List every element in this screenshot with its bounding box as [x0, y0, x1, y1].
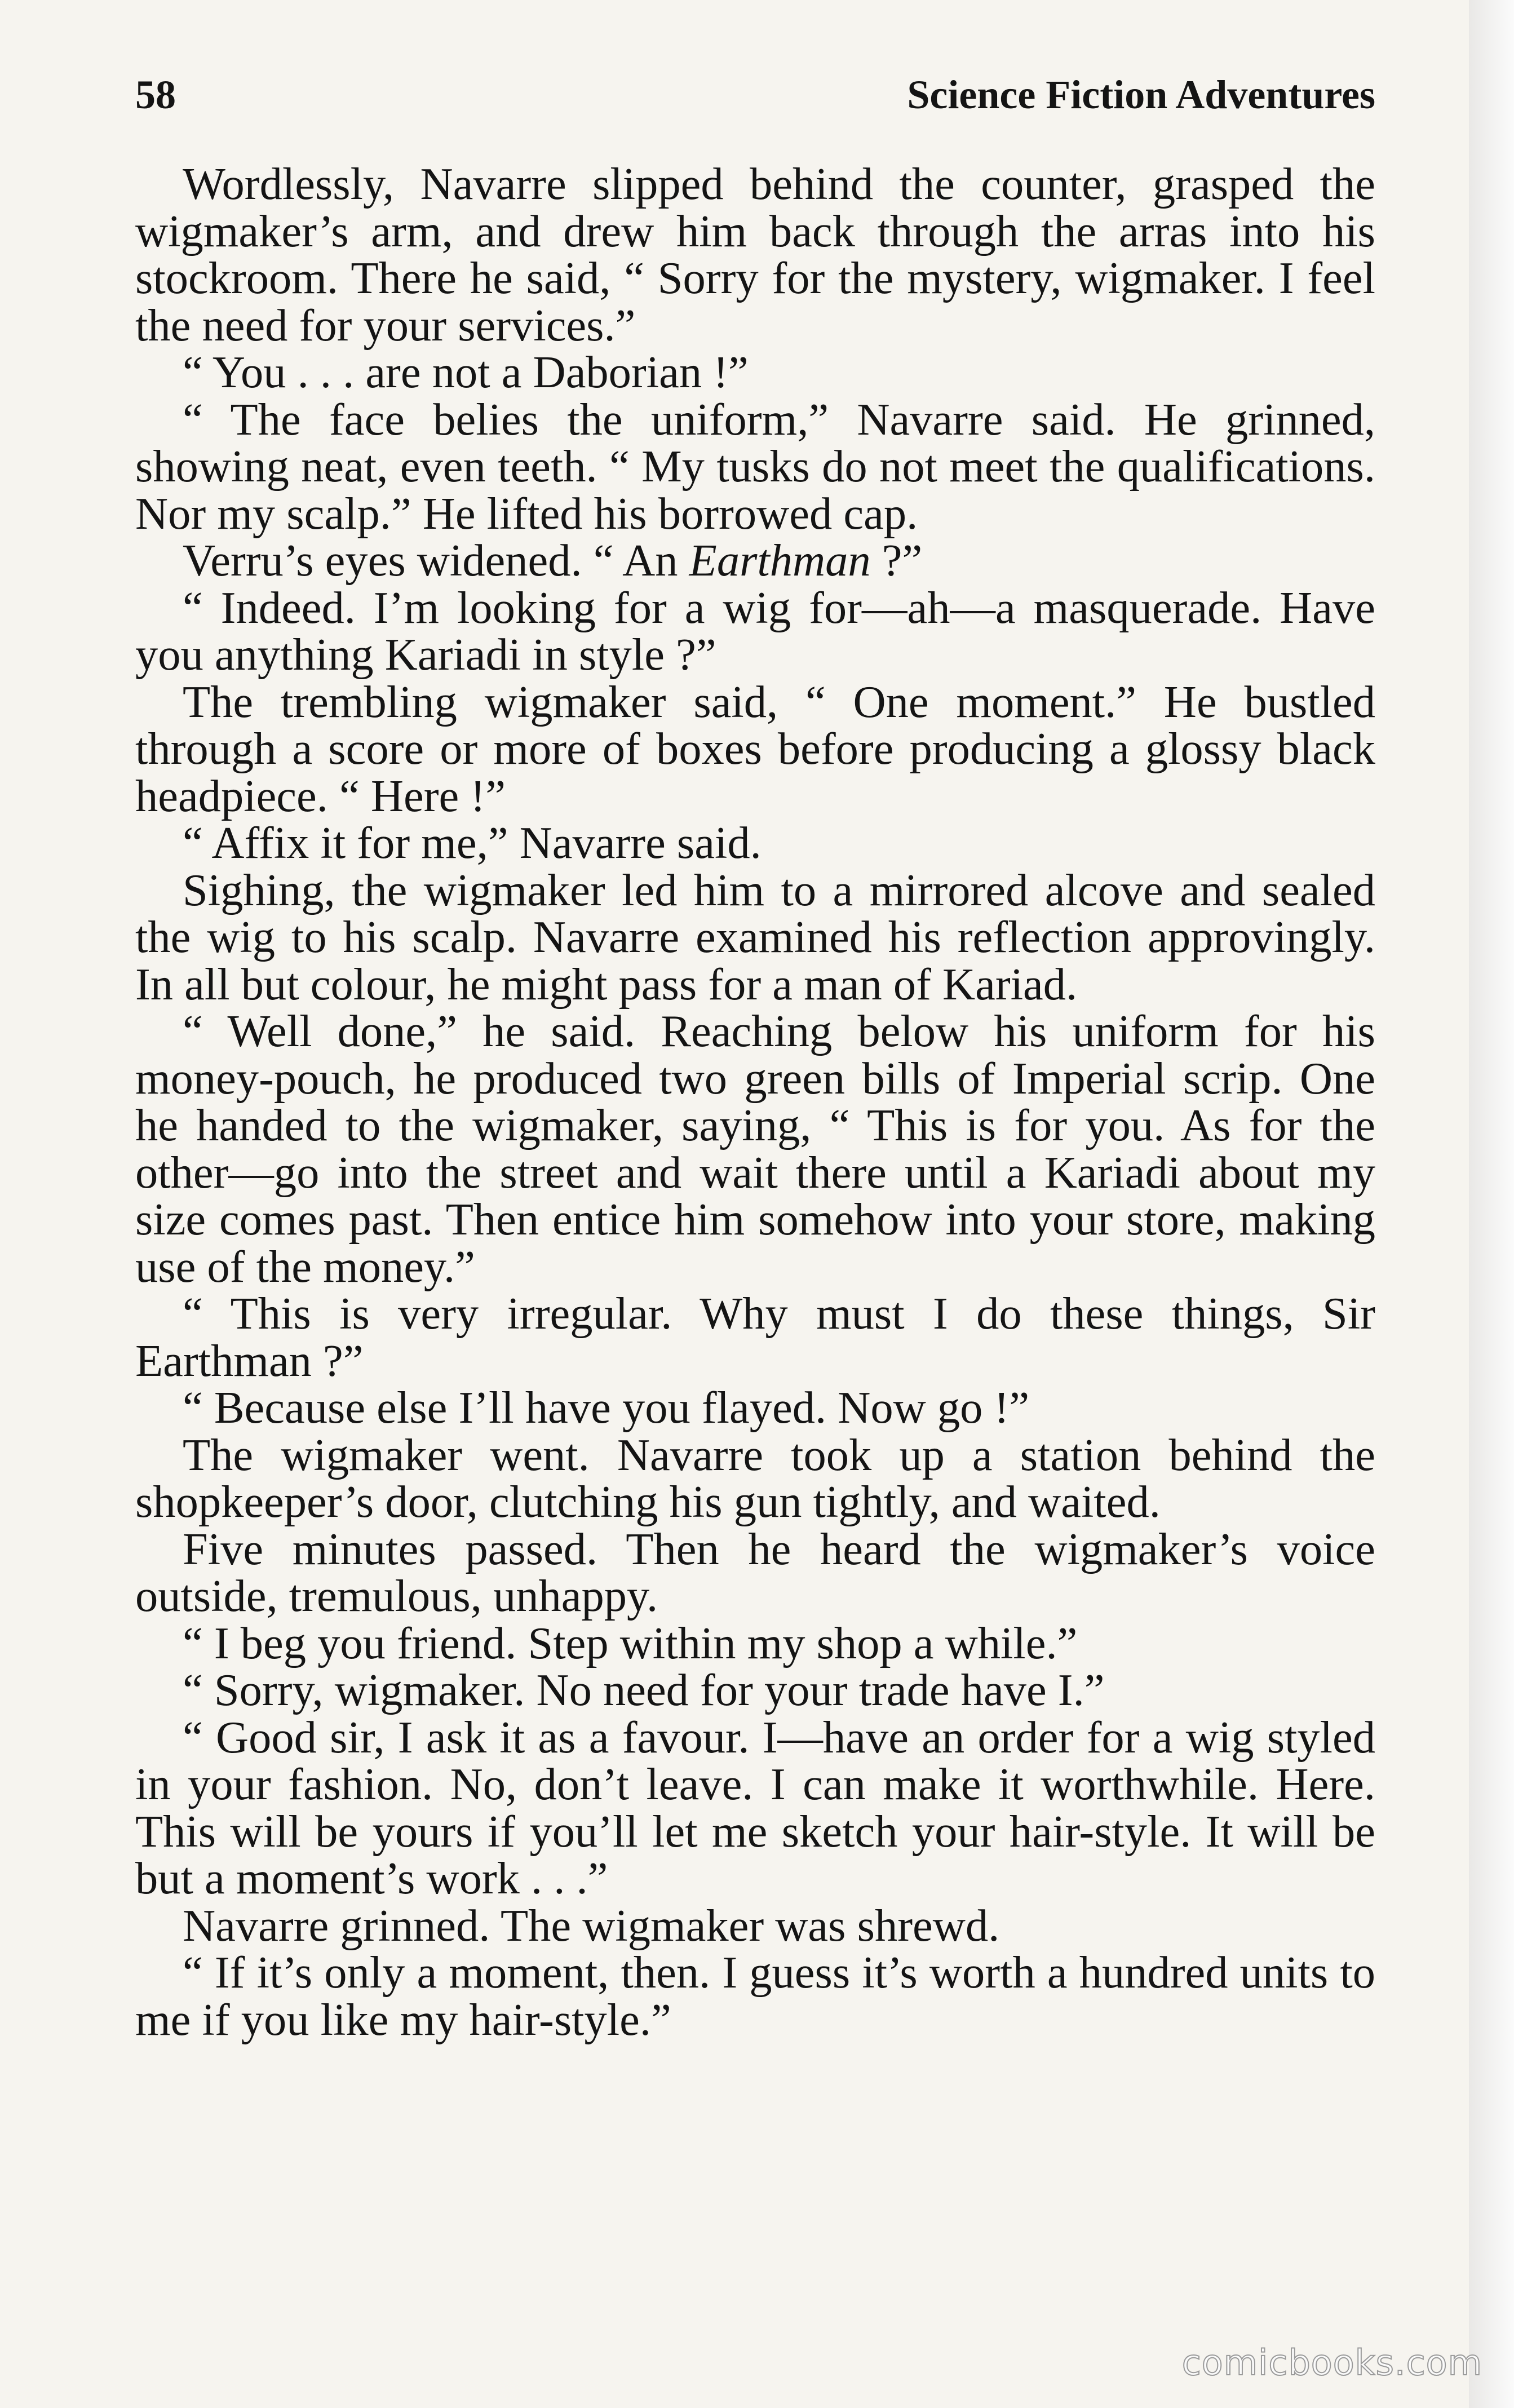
- paragraph: “ Because else I’ll have you flayed. Now go !”: [183, 1383, 1030, 1433]
- text-run: ?”: [870, 535, 923, 586]
- paragraph: “ You . . . are not a Daborian !”: [183, 347, 749, 397]
- paragraph: “ Well done,” he said. Reaching below his uniform for his money-pouch, he produced two green bills of Imperial scrip. One he handed to the wigmaker, saying, “ This is for you. As for the other—go into the street and wait there until a Kariadi about my size comes past. Then entice him somehow into your store, making use of the money.”: [135, 1006, 1375, 1292]
- running-head: [135, 67, 1375, 123]
- paragraph: “ Sorry, wigmaker. No need for your trade have I.”: [183, 1665, 1105, 1715]
- paragraph: “ Affix it for me,” Navarre said.: [183, 818, 762, 868]
- publication-title: Science Fiction Adventures: [907, 72, 1375, 117]
- body-text: [135, 161, 1375, 2043]
- paragraph: Navarre grinned. The wigmaker was shrewd.: [183, 1900, 1000, 1951]
- watermark: comicbooks.com: [1181, 2342, 1482, 2383]
- paragraph: [135, 537, 1375, 585]
- paragraph: The wigmaker went. Navarre took up a station behind the shopkeeper’s door, clutching his gun tightly, and waited.: [135, 1429, 1375, 1527]
- page-edge: [1469, 0, 1514, 2408]
- text-run: Verru’s eyes widened. “ An: [183, 535, 689, 586]
- italic-text: Earthman: [689, 535, 871, 586]
- paragraph: “ The face belies the uniform,” Navarre said. He grinned, showing neat, even teeth. “ My tusks do not meet the qualifications. Nor my scalp.” He lifted his borrowed cap.: [135, 394, 1375, 539]
- page-number: 58: [135, 72, 176, 117]
- paragraph: The trembling wigmaker said, “ One moment.” He bustled through a score or more of boxes before producing a glossy black headpiece. “ Here !”: [135, 676, 1375, 821]
- paragraph: “ I beg you friend. Step within my shop a while.”: [183, 1618, 1078, 1668]
- paragraph: “ This is very irregular. Why must I do these things, Sir Earthman ?”: [135, 1289, 1375, 1386]
- paragraph: “ Indeed. I’m looking for a wig for—ah—a masquerade. Have you anything Kariadi in style ?”: [135, 582, 1375, 680]
- paragraph: Sighing, the wigmaker led him to a mirrored alcove and sealed the wig to his scalp. Navarre examined his reflection approvingly. In all but colour, he might pass for a man of Kariad.: [135, 865, 1375, 1010]
- paragraph: “ Good sir, I ask it as a favour. I—have an order for a wig styled in your fashion. No, don’t leave. I can make it worthwhile. Here. This will be yours if you’ll let me sketch your hair-style. It will be but a moment’s work . . .”: [135, 1712, 1375, 1904]
- paragraph: Wordlessly, Navarre slipped behind the counter, grasped the wigmaker’s arm, and drew him back through the arras into his stockroom. There he said, “ Sorry for the mystery, wigmaker. I feel the need for your services.”: [135, 159, 1375, 351]
- paragraph: Five minutes passed. Then he heard the wigmaker’s voice outside, tremulous, unhappy.: [135, 1524, 1375, 1621]
- paragraph: “ If it’s only a moment, then. I guess it’s worth a hundred units to me if you like my hair-style.”: [135, 1947, 1375, 2045]
